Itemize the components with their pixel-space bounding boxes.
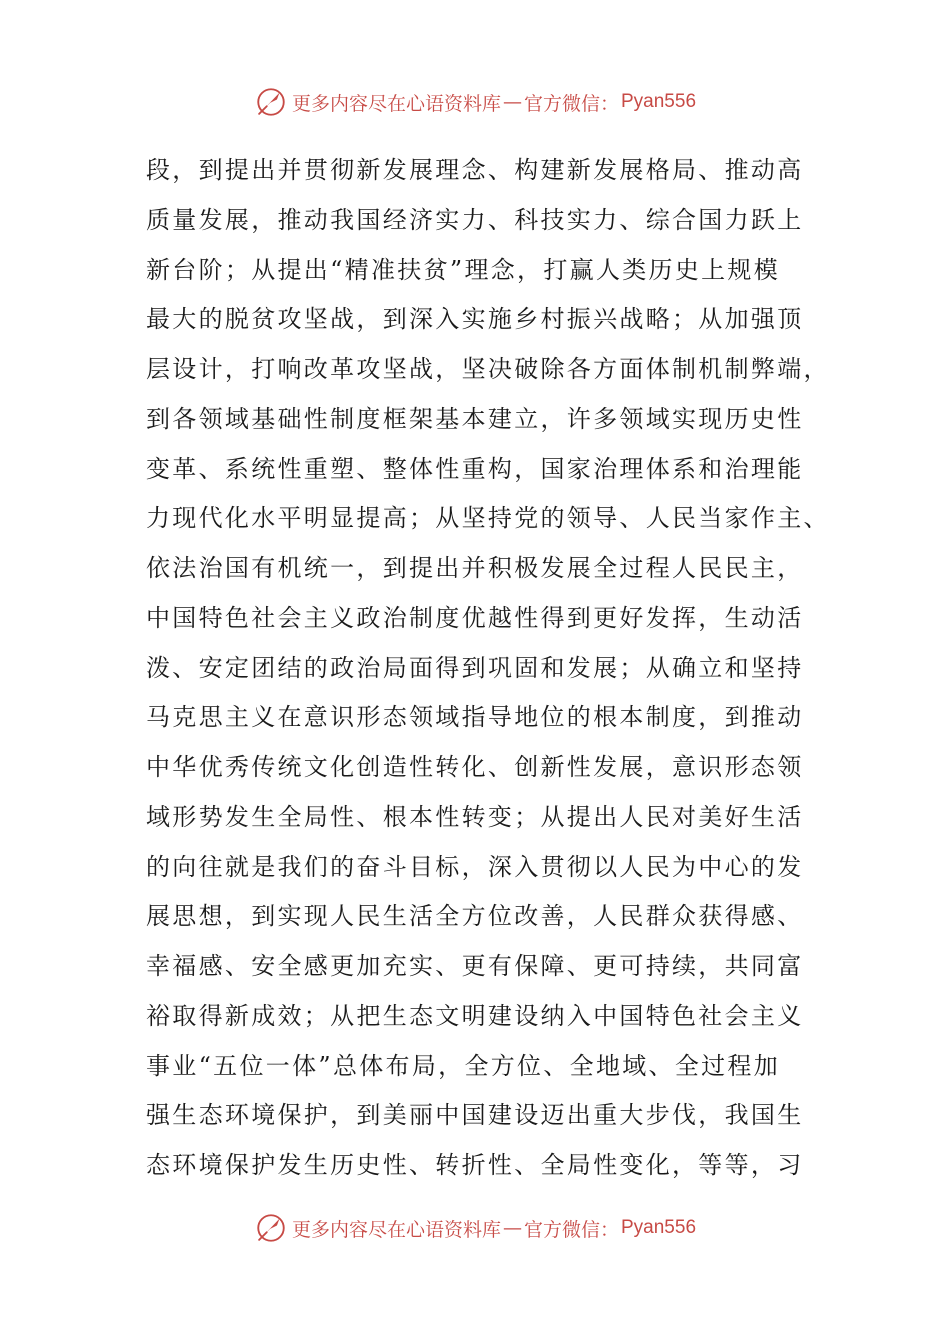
text-line: 展思想，到实现人民生活全方位改善，人民群众获得感、 — [146, 902, 804, 931]
banner-main-text: 更多内容尽在心语资料库 — [291, 92, 501, 115]
text-line: 的向往就是我们的奋斗目标，深入贯彻以人民为中心的发 — [146, 852, 804, 881]
banner-wechat-id: Pyan556 — [621, 1217, 697, 1238]
text-line: 强生态环境保护，到美丽中国建设迈出重大步伐，我国生 — [146, 1101, 804, 1130]
text-line: 变革、系统性重塑、整体性重构，国家治理体系和治理能 — [146, 454, 804, 483]
text-line: 质量发展，推动我国经济实力、科技实力、综合国力跃上 — [146, 205, 804, 234]
text-line: 中华优秀传统文化创造性转化、创新性发展，意识形态领 — [146, 753, 804, 781]
quill-logo-icon — [254, 1211, 288, 1245]
banner-separator: — — [502, 91, 522, 113]
text-line: 最大的脱贫攻坚战，到深入实施乡村振兴战略；从加强顶 — [146, 305, 804, 334]
footer-banner — [0, 1208, 950, 1248]
text-line: 裕取得新成效；从把生态文明建设纳入中国特色社会主义 — [146, 1001, 804, 1030]
text-line: 到各领域基础性制度框架基本建立，许多领域实现历史性 — [146, 404, 804, 433]
text-line: 段，到提出并贯彻新发展理念、构建新发展格局、推动高 — [146, 156, 804, 184]
banner-wechat-label: 官方微信： — [523, 92, 619, 115]
text-line: 域形势发生全局性、根本性转变；从提出人民对美好生活 — [146, 802, 804, 831]
banner-wechat-label: 官方微信： — [523, 1218, 619, 1241]
text-line: 马克思主义在意识形态领域指导地位的根本制度，到推动 — [146, 703, 804, 732]
text-line: 态环境保护发生历史性、转折性、全局性变化，等等，习 — [146, 1151, 804, 1179]
quill-logo-icon — [254, 85, 288, 119]
text-line: 幸福感、安全感更加充实、更有保障、更可持续，共同富 — [146, 952, 804, 980]
text-line: 层设计，打响改革攻坚战，坚决破除各方面体制机制弊端， — [146, 355, 830, 383]
text-line: 泼、安定团结的政治局面得到巩固和发展；从确立和坚持 — [146, 653, 804, 682]
text-line: 依法治国有机统一，到提出并积极发展全过程人民民主， — [146, 554, 804, 582]
text-line: 力现代化水平明显提高；从坚持党的领导、人民当家作主、 — [146, 504, 830, 533]
banner-main-text: 更多内容尽在心语资料库 — [291, 1218, 501, 1241]
header-banner — [0, 82, 950, 122]
document-body — [146, 146, 830, 1191]
text-line: 中国特色社会主义政治制度优越性得到更好发挥，生动活 — [146, 603, 804, 632]
banner-separator: — — [502, 1217, 522, 1239]
text-line: 新台阶；从提出“精准扶贫”理念，打赢人类历史上规模 — [146, 255, 781, 284]
text-line: 事业“五位一体”总体布局，全方位、全地域、全过程加 — [146, 1051, 781, 1080]
banner-wechat-id: Pyan556 — [621, 91, 697, 112]
